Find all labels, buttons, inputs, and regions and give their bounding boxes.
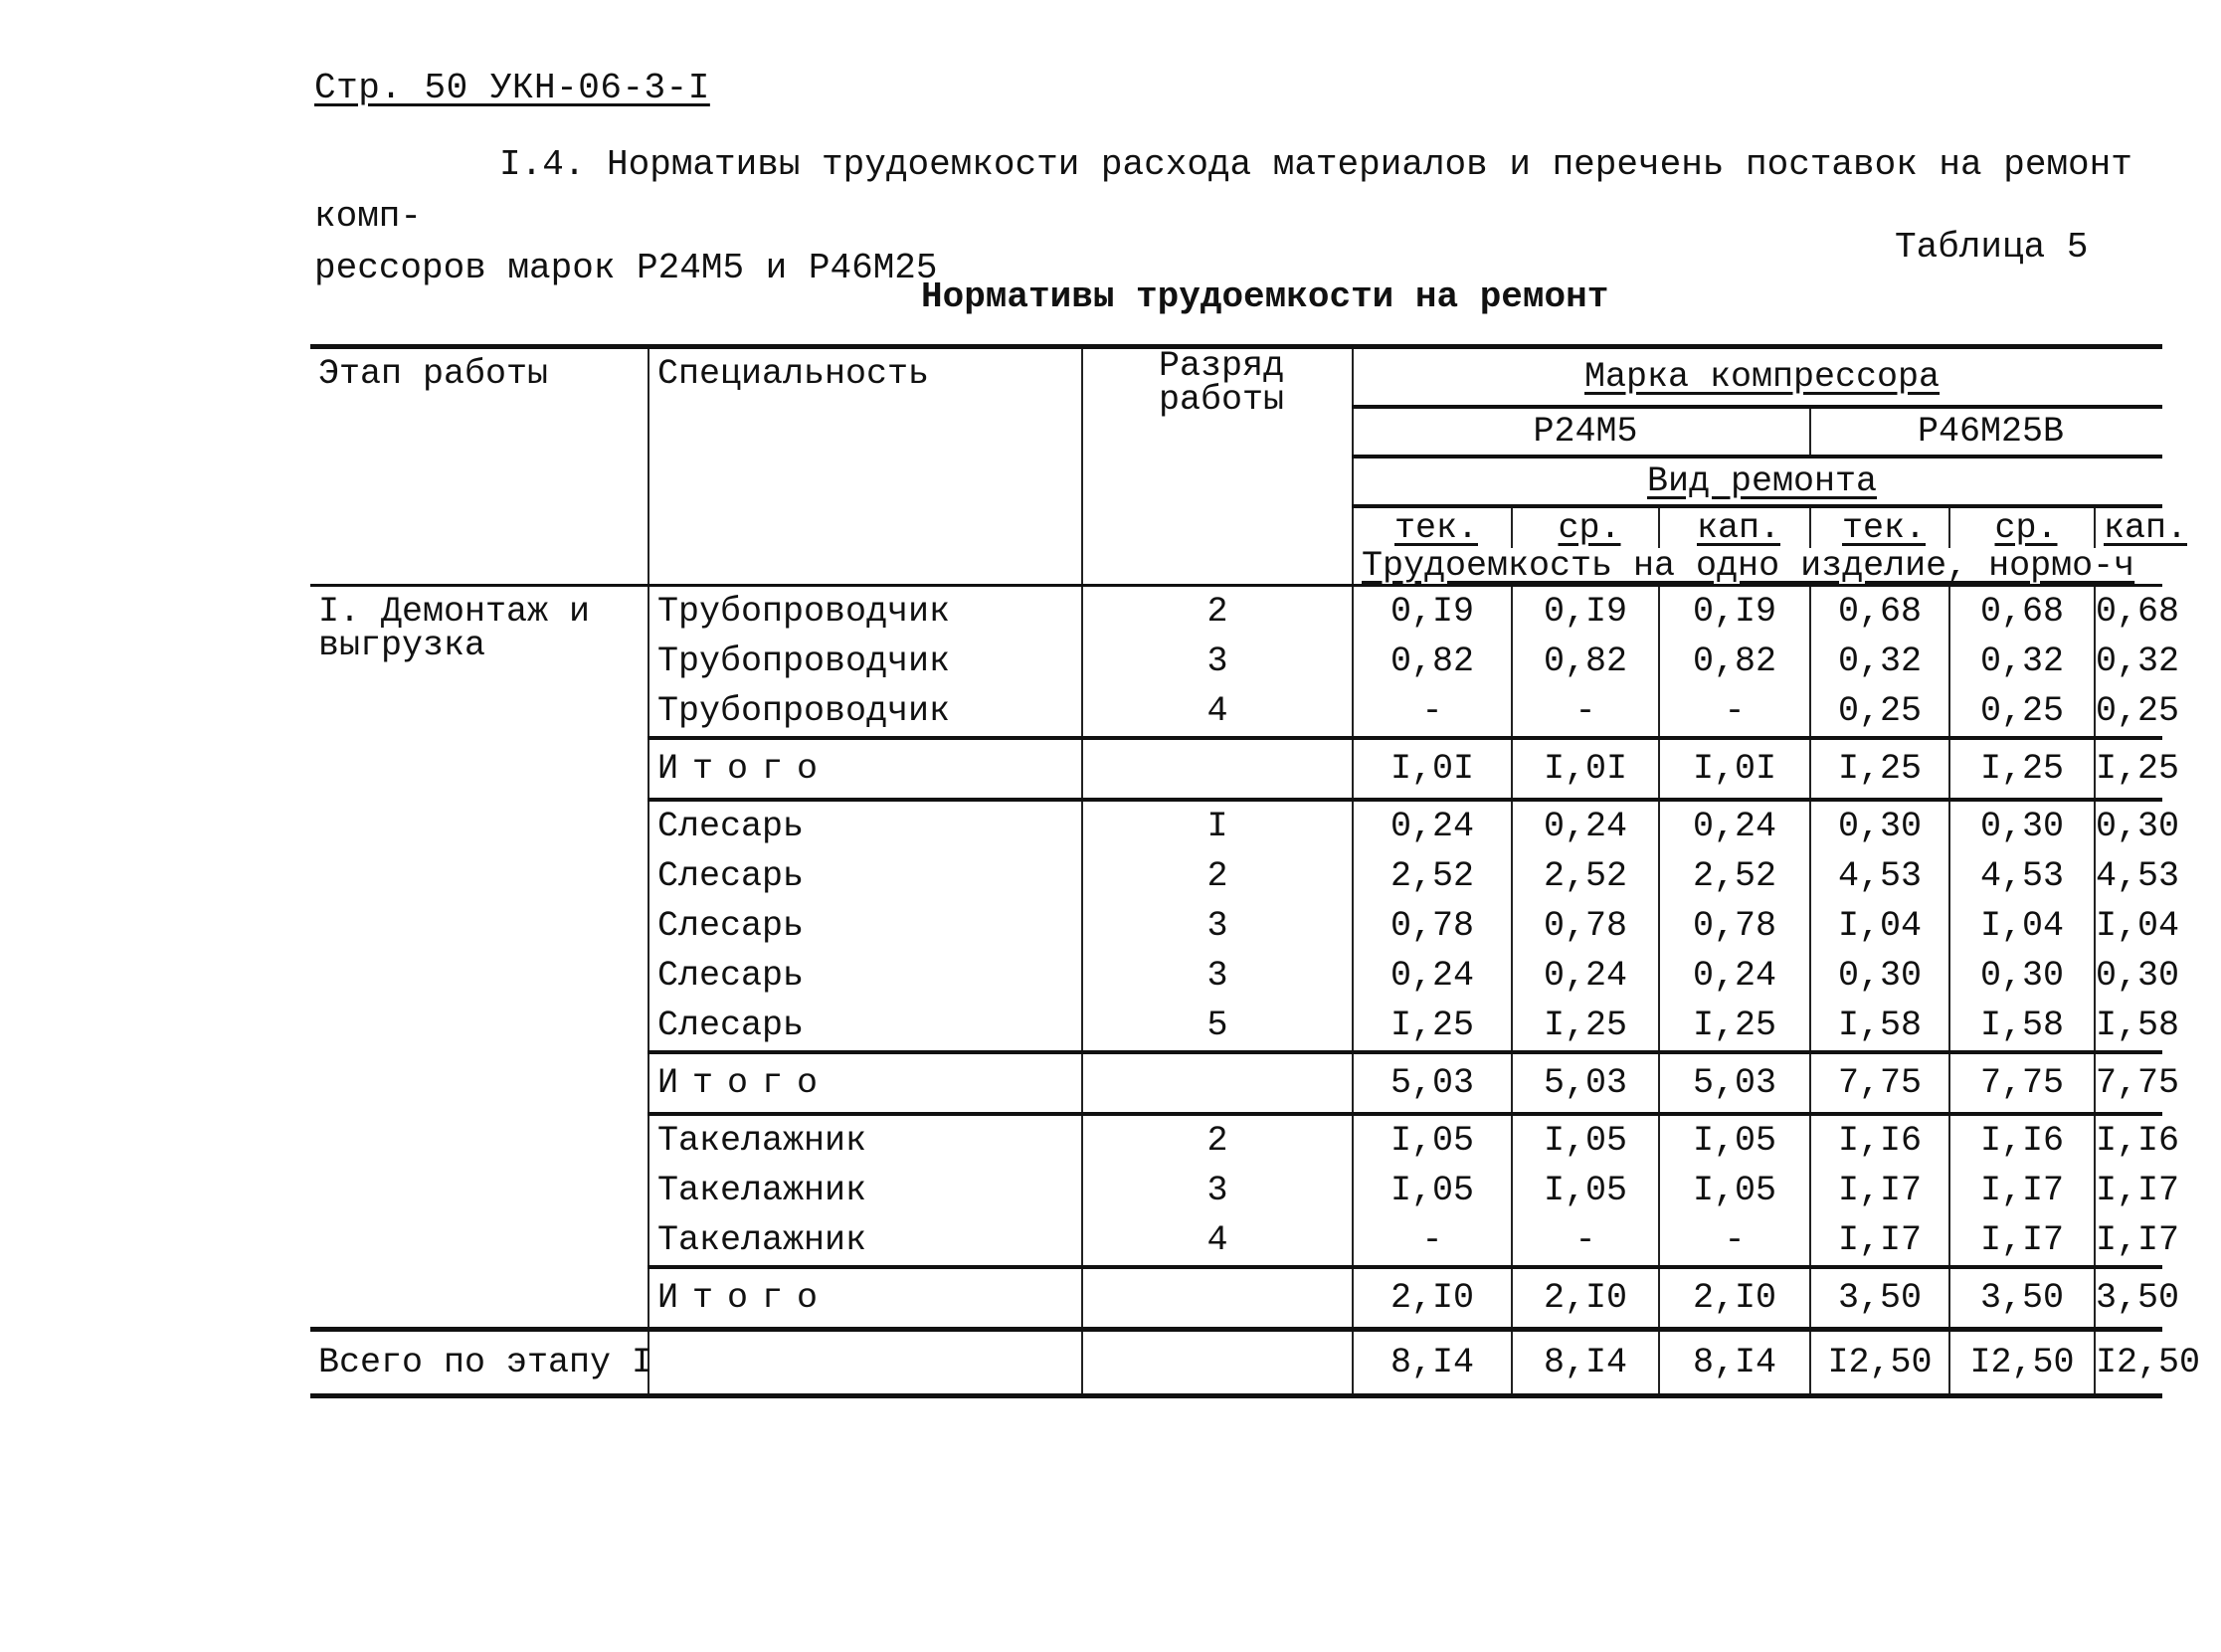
value-cell: 0,32 — [2095, 637, 2162, 686]
heading-line-1: I.4. Нормативы трудоемкости расхода материалов и перечень поставок на ремонт комп- — [314, 144, 2132, 237]
subtotal-value: 2,I0 — [1512, 1267, 1659, 1330]
value-cell: 0,68 — [1810, 586, 1949, 638]
header-repair-type — [1353, 457, 2162, 506]
subtotal-label: Итого — [648, 1267, 1082, 1330]
subtotal-value: 3,50 — [1949, 1267, 2095, 1330]
stage-total-value: 8,I4 — [1659, 1330, 1810, 1396]
header-model-2: Р46М25В — [1810, 407, 2162, 457]
rank-cell: 2 — [1082, 851, 1353, 901]
value-cell: 4,53 — [1949, 851, 2095, 901]
specialty-cell: Трубопроводчик — [648, 686, 1082, 738]
value-cell: I,05 — [1512, 1166, 1659, 1215]
value-cell: 0,78 — [1512, 901, 1659, 951]
stage-total-value: I2,50 — [1810, 1330, 1949, 1396]
rank-cell: 3 — [1082, 951, 1353, 1001]
subtotal-value: I,0I — [1659, 738, 1810, 800]
subtotal-rank-empty — [1082, 1052, 1353, 1114]
rank-cell: 2 — [1082, 1114, 1353, 1166]
table-header — [310, 346, 2188, 586]
value-cell: 0,82 — [1659, 637, 1810, 686]
subtype-label: ср. — [1558, 508, 1621, 548]
subtotal-value: I,25 — [1949, 738, 2095, 800]
value-cell: 2,52 — [1659, 851, 1810, 901]
value-cell: - — [1353, 686, 1512, 738]
value-cell: I,04 — [1949, 901, 2095, 951]
stage-total-specialty-empty — [648, 1330, 1082, 1396]
value-cell: - — [1659, 1215, 1810, 1267]
value-cell: 0,25 — [2095, 686, 2162, 738]
table-row — [310, 586, 2162, 638]
header-subtype — [1353, 506, 1512, 548]
subtotal-value: I,25 — [1810, 738, 1949, 800]
header-subtype — [1810, 506, 1949, 548]
subtotal-value: 2,I0 — [1659, 1267, 1810, 1330]
value-cell: I,05 — [1353, 1166, 1512, 1215]
value-cell: 4,53 — [1810, 851, 1949, 901]
specialty-cell: Трубопроводчик — [648, 586, 1082, 638]
value-cell: 2,52 — [1353, 851, 1512, 901]
value-cell: 0,78 — [1659, 901, 1810, 951]
header-unit — [1353, 548, 2162, 586]
repair-type-label: Вид ремонта — [1647, 461, 1878, 501]
rank-cell: 2 — [1082, 586, 1353, 638]
value-cell: I,58 — [2095, 1001, 2162, 1052]
specialty-cell: Слесарь — [648, 951, 1082, 1001]
value-cell: I,I6 — [2095, 1114, 2162, 1166]
value-cell: 0,25 — [1949, 686, 2095, 738]
specialty-cell: Слесарь — [648, 901, 1082, 951]
table-body — [310, 586, 2201, 1396]
value-cell: 4,53 — [2095, 851, 2162, 901]
value-cell: - — [1512, 1215, 1659, 1267]
specialty-cell: Такелажник — [648, 1166, 1082, 1215]
value-cell: I,I7 — [1810, 1166, 1949, 1215]
value-cell: 0,32 — [1810, 637, 1949, 686]
value-cell: 0,24 — [1353, 800, 1512, 851]
value-cell: I,05 — [1353, 1114, 1512, 1166]
value-cell: 0,68 — [1949, 586, 2095, 638]
subtype-label: кап. — [2104, 508, 2188, 548]
subtotal-value: 3,50 — [2095, 1267, 2162, 1330]
value-cell: I,05 — [1659, 1114, 1810, 1166]
rank-cell: 4 — [1082, 1215, 1353, 1267]
value-cell: 0,24 — [1353, 951, 1512, 1001]
value-cell: 0,78 — [1353, 901, 1512, 951]
header-subtype — [1949, 506, 2095, 548]
subtype-label: тек. — [1393, 508, 1478, 548]
value-cell: 0,30 — [1949, 800, 2095, 851]
value-cell: I,25 — [1512, 1001, 1659, 1052]
value-cell: 0,24 — [1512, 800, 1659, 851]
labor-norms-table — [310, 344, 2201, 1398]
header-subtype — [1659, 506, 1810, 548]
value-cell: I,I6 — [1810, 1114, 1949, 1166]
stage-total-value: I2,50 — [2095, 1330, 2162, 1396]
value-cell: 0,30 — [1810, 800, 1949, 851]
specialty-cell: Слесарь — [648, 851, 1082, 901]
stage-total-value: 8,I4 — [1353, 1330, 1512, 1396]
subtotal-label: Итого — [648, 1052, 1082, 1114]
specialty-cell: Трубопроводчик — [648, 637, 1082, 686]
value-cell: I,25 — [1353, 1001, 1512, 1052]
subtotal-value: 5,03 — [1353, 1052, 1512, 1114]
value-cell: 0,82 — [1512, 637, 1659, 686]
subtotal-label: Итого — [648, 738, 1082, 800]
value-cell: I,04 — [1810, 901, 1949, 951]
value-cell: 0,I9 — [1512, 586, 1659, 638]
subtotal-value: 3,50 — [1810, 1267, 1949, 1330]
subtotal-value: 7,75 — [2095, 1052, 2162, 1114]
value-cell: 0,25 — [1810, 686, 1949, 738]
subtotal-value: I,0I — [1512, 738, 1659, 800]
value-cell: I,I6 — [1949, 1114, 2095, 1166]
compressor-brand-label: Марка компрессора — [1584, 357, 1941, 397]
table-number-label: Таблица 5 — [1895, 227, 2089, 268]
unit-label: Трудоемкость на одно изделие, нормо-ч — [1362, 546, 2135, 586]
header-stage: Этап работы — [310, 347, 648, 586]
subtotal-value: 7,75 — [1949, 1052, 2095, 1114]
page-reference: Стр. 50 УКН-06-3-I — [314, 68, 710, 108]
heading-line-2: рессоров марок Р24М5 и Р46М25 — [314, 248, 938, 288]
specialty-cell: Такелажник — [648, 1215, 1082, 1267]
subtotal-value: 2,I0 — [1353, 1267, 1512, 1330]
value-cell: I,05 — [1512, 1114, 1659, 1166]
subtotal-value: 5,03 — [1659, 1052, 1810, 1114]
rank-cell: 5 — [1082, 1001, 1353, 1052]
value-cell: I,I7 — [1949, 1215, 2095, 1267]
specialty-cell: Слесарь — [648, 800, 1082, 851]
value-cell: 0,82 — [1353, 637, 1512, 686]
value-cell: 0,I9 — [1353, 586, 1512, 638]
section-heading — [314, 139, 2164, 294]
value-cell: 0,24 — [1659, 951, 1810, 1001]
rank-cell: 4 — [1082, 686, 1353, 738]
value-cell: 0,24 — [1512, 951, 1659, 1001]
subtype-label: кап. — [1696, 508, 1780, 548]
value-cell: I,I7 — [1810, 1215, 1949, 1267]
subtotal-rank-empty — [1082, 1267, 1353, 1330]
value-cell: 0,30 — [1949, 951, 2095, 1001]
subtotal-value: I,25 — [2095, 738, 2162, 800]
value-cell: I,I7 — [2095, 1215, 2162, 1267]
value-cell: - — [1512, 686, 1659, 738]
value-cell: I,05 — [1659, 1166, 1810, 1215]
value-cell: I,25 — [1659, 1001, 1810, 1052]
subtotal-value: I,0I — [1353, 738, 1512, 800]
subtype-label: тек. — [1841, 508, 1926, 548]
rank-cell: 3 — [1082, 637, 1353, 686]
subtotal-rank-empty — [1082, 738, 1353, 800]
rank-cell: 3 — [1082, 901, 1353, 951]
value-cell: 0,68 — [2095, 586, 2162, 638]
value-cell: 0,30 — [2095, 800, 2162, 851]
header-subtype — [1512, 506, 1659, 548]
value-cell: 0,30 — [2095, 951, 2162, 1001]
stage-total-label: Всего по этапу I — [310, 1330, 648, 1396]
stage-total-value: 8,I4 — [1512, 1330, 1659, 1396]
subtype-label: ср. — [1994, 508, 2058, 548]
specialty-cell: Такелажник — [648, 1114, 1082, 1166]
value-cell: I,58 — [1949, 1001, 2095, 1052]
value-cell: I,58 — [1810, 1001, 1949, 1052]
value-cell: 0,24 — [1659, 800, 1810, 851]
subtotal-value: 5,03 — [1512, 1052, 1659, 1114]
header-compressor-brand — [1353, 347, 2162, 408]
header-rank: Разряд работы — [1082, 347, 1353, 586]
value-cell: 0,32 — [1949, 637, 2095, 686]
value-cell: I,04 — [2095, 901, 2162, 951]
stage-total-rank-empty — [1082, 1330, 1353, 1396]
value-cell: 0,I9 — [1659, 586, 1810, 638]
rank-cell: I — [1082, 800, 1353, 851]
value-cell: I,I7 — [1949, 1166, 2095, 1215]
stage-total-row — [310, 1330, 2162, 1396]
header-model-1: Р24М5 — [1353, 407, 1810, 457]
subtotal-value: 7,75 — [1810, 1052, 1949, 1114]
stage-total-value: I2,50 — [1949, 1330, 2095, 1396]
header-subtype — [2095, 506, 2188, 548]
stage-name: I. Демонтаж и выгрузка — [310, 586, 648, 1330]
value-cell: - — [1659, 686, 1810, 738]
rank-cell: 3 — [1082, 1166, 1353, 1215]
value-cell: - — [1353, 1215, 1512, 1267]
table-title: Нормативы трудоемкости на ремонт — [921, 276, 1609, 317]
value-cell: I,I7 — [2095, 1166, 2162, 1215]
value-cell: 2,52 — [1512, 851, 1659, 901]
specialty-cell: Слесарь — [648, 1001, 1082, 1052]
header-specialty: Специальность — [648, 347, 1082, 586]
value-cell: 0,30 — [1810, 951, 1949, 1001]
